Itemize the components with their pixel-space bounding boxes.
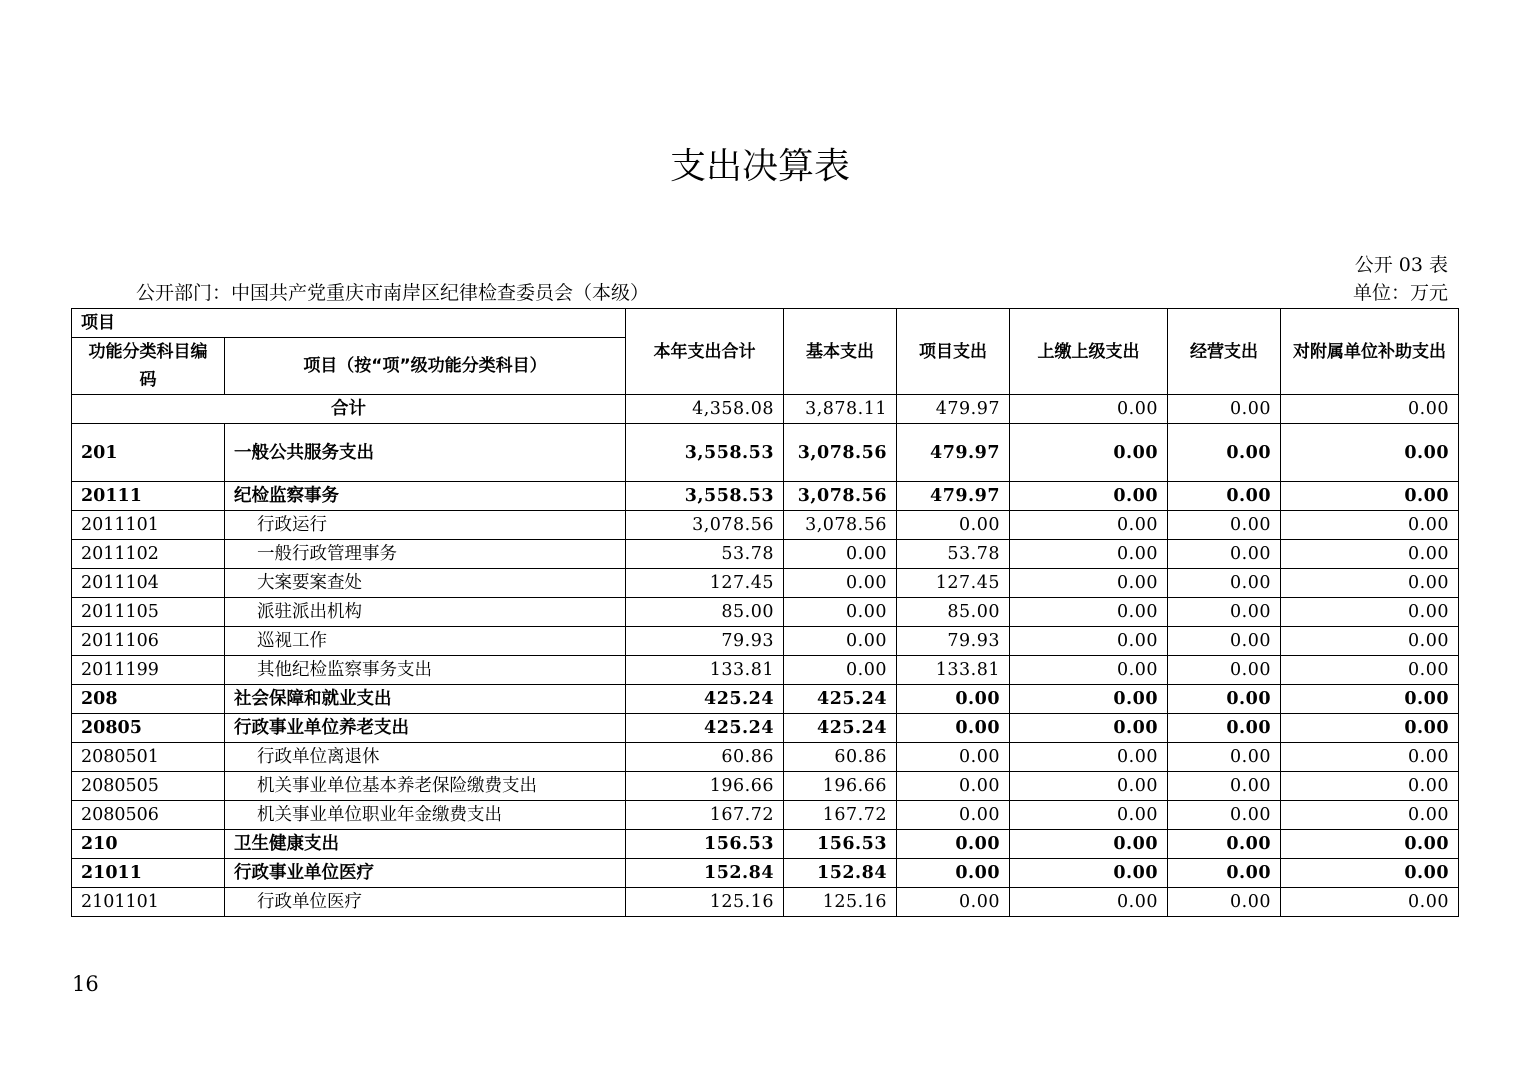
table-row	[72, 685, 1459, 714]
row-value: 0.00	[784, 598, 897, 627]
row-value: 0.00	[1168, 714, 1281, 743]
row-value: 152.84	[784, 859, 897, 888]
row-value: 3,558.53	[626, 482, 784, 511]
row-value: 0.00	[1168, 743, 1281, 772]
header-basic: 基本支出	[784, 309, 897, 395]
row-value: 0.00	[1281, 656, 1459, 685]
total-value: 0.00	[1168, 395, 1281, 424]
row-value: 0.00	[1168, 482, 1281, 511]
row-value: 0.00	[1281, 801, 1459, 830]
row-code: 20111	[72, 482, 225, 511]
row-value: 167.72	[626, 801, 784, 830]
total-label: 合计	[72, 395, 626, 424]
page-number: 16	[72, 972, 99, 996]
row-value: 60.86	[784, 743, 897, 772]
row-value: 0.00	[897, 772, 1010, 801]
table-row	[72, 743, 1459, 772]
row-value: 425.24	[784, 685, 897, 714]
row-value: 0.00	[1010, 888, 1168, 917]
row-code: 2011199	[72, 656, 225, 685]
row-value: 0.00	[897, 830, 1010, 859]
row-value: 196.66	[784, 772, 897, 801]
header-code: 功能分类科目编码	[72, 338, 225, 395]
row-value: 156.53	[784, 830, 897, 859]
row-value: 0.00	[1010, 627, 1168, 656]
row-value: 425.24	[784, 714, 897, 743]
row-name: 大案要案查处	[225, 569, 626, 598]
row-code: 210	[72, 830, 225, 859]
row-value: 60.86	[626, 743, 784, 772]
row-name: 纪检监察事务	[225, 482, 626, 511]
row-name: 机关事业单位基本养老保险缴费支出	[225, 772, 626, 801]
table-row	[72, 859, 1459, 888]
row-value: 0.00	[784, 569, 897, 598]
total-value: 0.00	[1010, 395, 1168, 424]
form-number: 公开 03 表	[1354, 254, 1448, 276]
unit-label: 单位：万元	[1352, 282, 1448, 304]
row-value: 0.00	[1168, 801, 1281, 830]
row-value: 0.00	[1281, 482, 1459, 511]
row-value: 0.00	[1168, 656, 1281, 685]
row-value: 156.53	[626, 830, 784, 859]
row-name: 行政事业单位医疗	[225, 859, 626, 888]
row-value: 0.00	[1010, 656, 1168, 685]
table-row	[72, 482, 1459, 511]
row-value: 0.00	[1281, 598, 1459, 627]
row-value: 0.00	[897, 743, 1010, 772]
row-value: 0.00	[1281, 685, 1459, 714]
row-value: 79.93	[897, 627, 1010, 656]
row-code: 201	[72, 424, 225, 482]
row-code: 2011106	[72, 627, 225, 656]
total-value: 0.00	[1281, 395, 1459, 424]
row-value: 0.00	[1168, 772, 1281, 801]
row-value: 0.00	[1010, 830, 1168, 859]
header-project-expense: 项目支出	[897, 309, 1010, 395]
header-name: 项目（按“项”级功能分类科目）	[225, 338, 626, 395]
row-value: 0.00	[1010, 859, 1168, 888]
row-name: 一般公共服务支出	[225, 424, 626, 482]
row-name: 一般行政管理事务	[225, 540, 626, 569]
row-value: 79.93	[626, 627, 784, 656]
table-row	[72, 569, 1459, 598]
row-value: 0.00	[1010, 685, 1168, 714]
row-value: 0.00	[1281, 772, 1459, 801]
row-value: 3,078.56	[784, 424, 897, 482]
row-value: 0.00	[1281, 627, 1459, 656]
row-value: 0.00	[1010, 743, 1168, 772]
row-value: 0.00	[897, 801, 1010, 830]
row-value: 0.00	[1010, 482, 1168, 511]
row-code: 2011105	[72, 598, 225, 627]
row-value: 3,078.56	[784, 482, 897, 511]
row-name: 巡视工作	[225, 627, 626, 656]
row-value: 125.16	[626, 888, 784, 917]
row-value: 0.00	[897, 714, 1010, 743]
total-value: 3,878.11	[784, 395, 897, 424]
header-upper: 上缴上级支出	[1010, 309, 1168, 395]
row-code: 2080505	[72, 772, 225, 801]
header-business: 经营支出	[1168, 309, 1281, 395]
row-code: 21011	[72, 859, 225, 888]
row-value: 0.00	[1168, 540, 1281, 569]
row-value: 479.97	[897, 482, 1010, 511]
row-code: 2080501	[72, 743, 225, 772]
row-value: 0.00	[1281, 859, 1459, 888]
table-row	[72, 830, 1459, 859]
row-value: 0.00	[1281, 743, 1459, 772]
row-value: 0.00	[1168, 627, 1281, 656]
row-value: 0.00	[1168, 598, 1281, 627]
row-value: 0.00	[1168, 888, 1281, 917]
row-value: 0.00	[1010, 801, 1168, 830]
row-value: 0.00	[1168, 859, 1281, 888]
row-value: 0.00	[1281, 830, 1459, 859]
header-subsidiary: 对附属单位补助支出	[1281, 309, 1459, 395]
row-value: 0.00	[1281, 888, 1459, 917]
row-name: 卫生健康支出	[225, 830, 626, 859]
row-code: 2011102	[72, 540, 225, 569]
row-value: 127.45	[897, 569, 1010, 598]
header-row-1	[72, 309, 1459, 338]
row-value: 0.00	[1010, 424, 1168, 482]
row-value: 0.00	[1281, 424, 1459, 482]
row-value: 0.00	[897, 511, 1010, 540]
row-value: 125.16	[784, 888, 897, 917]
row-value: 425.24	[626, 714, 784, 743]
row-code: 20805	[72, 714, 225, 743]
table-row	[72, 627, 1459, 656]
row-value: 0.00	[1168, 569, 1281, 598]
row-value: 0.00	[784, 627, 897, 656]
row-value: 0.00	[1010, 772, 1168, 801]
total-row	[72, 395, 1459, 424]
table-row	[72, 772, 1459, 801]
row-value: 0.00	[1281, 569, 1459, 598]
row-value: 0.00	[897, 888, 1010, 917]
row-name: 行政运行	[225, 511, 626, 540]
row-value: 3,078.56	[784, 511, 897, 540]
page-title: 支出决算表	[669, 146, 850, 187]
table-row	[72, 540, 1459, 569]
row-code: 208	[72, 685, 225, 714]
row-value: 85.00	[897, 598, 1010, 627]
row-name: 行政单位医疗	[225, 888, 626, 917]
row-value: 53.78	[626, 540, 784, 569]
table-row	[72, 714, 1459, 743]
row-value: 0.00	[1168, 511, 1281, 540]
header-project: 项目	[72, 309, 626, 338]
row-name: 其他纪检监察事务支出	[225, 656, 626, 685]
header-total: 本年支出合计	[626, 309, 784, 395]
row-name: 行政单位离退休	[225, 743, 626, 772]
row-value: 196.66	[626, 772, 784, 801]
total-value: 479.97	[897, 395, 1010, 424]
expenditure-table	[71, 308, 1459, 917]
row-value: 167.72	[784, 801, 897, 830]
row-value: 3,558.53	[626, 424, 784, 482]
row-value: 53.78	[897, 540, 1010, 569]
table-row	[72, 801, 1459, 830]
row-value: 0.00	[897, 685, 1010, 714]
row-value: 0.00	[1010, 540, 1168, 569]
row-value: 479.97	[897, 424, 1010, 482]
row-value: 0.00	[1010, 569, 1168, 598]
row-value: 0.00	[1281, 540, 1459, 569]
row-code: 2080506	[72, 801, 225, 830]
row-value: 152.84	[626, 859, 784, 888]
row-value: 0.00	[1010, 598, 1168, 627]
row-value: 0.00	[784, 540, 897, 569]
department-label: 公开部门：中国共产党重庆市南岸区纪律检查委员会（本级）	[136, 282, 650, 304]
row-value: 85.00	[626, 598, 784, 627]
table-row	[72, 598, 1459, 627]
row-value: 0.00	[1168, 424, 1281, 482]
row-value: 0.00	[1010, 714, 1168, 743]
row-name: 社会保障和就业支出	[225, 685, 626, 714]
row-name: 行政事业单位养老支出	[225, 714, 626, 743]
row-value: 133.81	[626, 656, 784, 685]
row-value: 127.45	[626, 569, 784, 598]
row-value: 0.00	[1168, 830, 1281, 859]
total-value: 4,358.08	[626, 395, 784, 424]
row-value: 0.00	[784, 656, 897, 685]
row-name: 派驻派出机构	[225, 598, 626, 627]
row-value: 0.00	[1281, 511, 1459, 540]
row-value: 0.00	[1281, 714, 1459, 743]
row-value: 133.81	[897, 656, 1010, 685]
row-name: 机关事业单位职业年金缴费支出	[225, 801, 626, 830]
row-code: 2011104	[72, 569, 225, 598]
table-row	[72, 424, 1459, 482]
row-value: 425.24	[626, 685, 784, 714]
row-value: 3,078.56	[626, 511, 784, 540]
row-code: 2101101	[72, 888, 225, 917]
table-row	[72, 511, 1459, 540]
row-value: 0.00	[1168, 685, 1281, 714]
table-row	[72, 656, 1459, 685]
row-value: 0.00	[897, 859, 1010, 888]
row-code: 2011101	[72, 511, 225, 540]
row-value: 0.00	[1010, 511, 1168, 540]
table-row	[72, 888, 1459, 917]
